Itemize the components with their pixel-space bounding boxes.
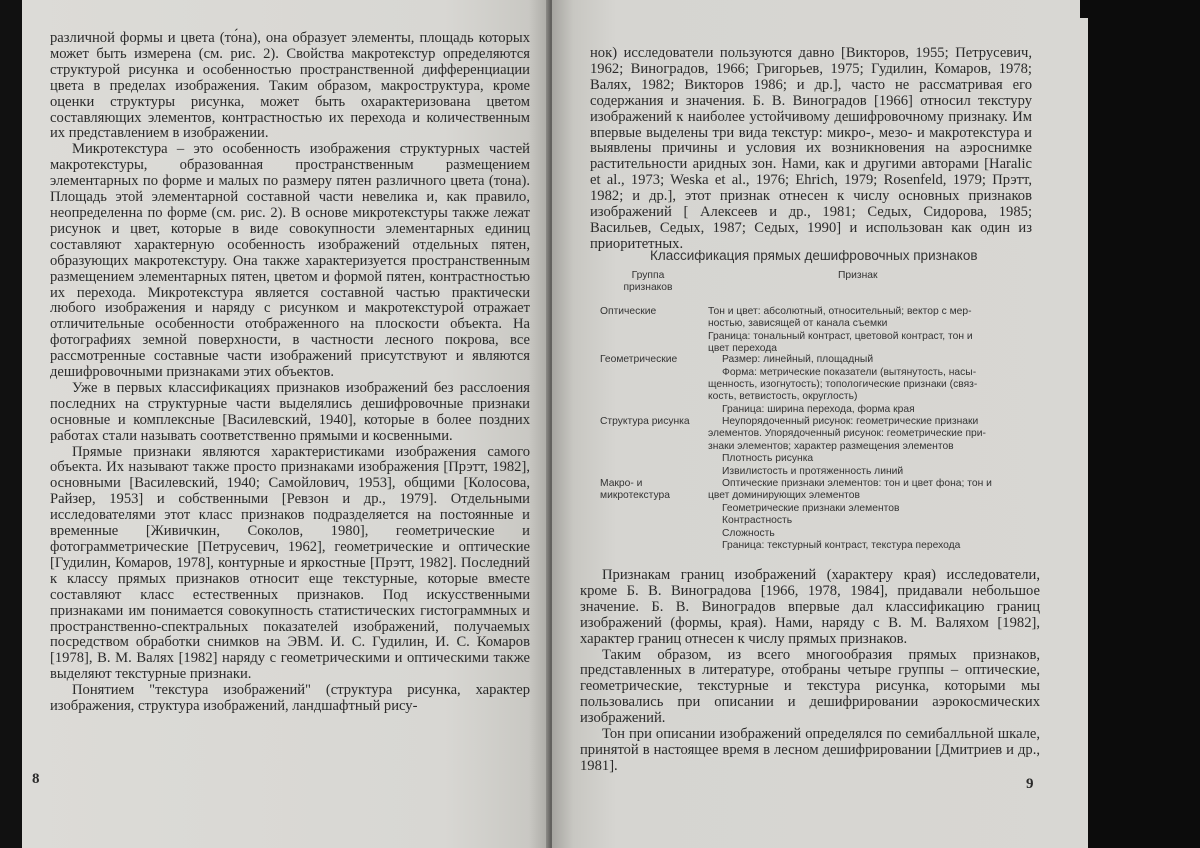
feature-line: Тон и цвет: абсолютный, относительный; вектор с мер- [708, 306, 972, 317]
group-name: Геометрические [600, 354, 678, 365]
feature-line: цвет доминирующих элементов [708, 490, 860, 501]
group-name: Макро- и микротекстура [600, 478, 670, 502]
classification-table [600, 270, 1060, 560]
paragraph: Понятием "текстура изображений" (структура рисунка, характер изображения, структура изображений, ландшафтный рису- [50, 682, 530, 715]
table-header-group: Группа признаков [623, 270, 673, 294]
group-name: Оптические [600, 306, 657, 317]
feature-line: Геометрические признаки элементов [722, 503, 900, 514]
page-number: 9 [1026, 776, 1034, 792]
scan-border-left [0, 0, 22, 848]
paragraph: Признакам границ изображений (характеру края) исследователи, кроме Б. В. Виноградова [1966, 1978, 1984], придавали небольшое значение. Б. В. Виноградов впервые дал классификацию границ изображений (формы, края). Нами, наряду с В. М. Валяхом [1982], характер границ отнесен к числу прямых признаков. [580, 567, 1040, 647]
feature-line: Оптические признаки элементов: тон и цвет фона; тон и [722, 478, 992, 489]
paragraph: Прямые признаки являются характеристиками изображения самого объекта. Их называют также просто признаками изображения [Прэтт, 1982], основными [Василевский, 1940; Самойлович, 1953], общими [Колосова, Райзер, 1953] и собственными [Ревзон и др., 1979]. Отдельными исследователями этот класс признаков подразделяется на постоянные и временные [Живичкин, Соколов, 1980], геометрические и фотограмметрические [Петрусевич, 1962], геометрические и оптические [Гудилин, Комаров, 1978], контурные и яркостные [Прэтт, 1982]. Последний к классу прямых признаков относит еще текстурные, которые вместе составляют класс естественных признаков. Под искусственными признаками им понимается совокупность статистических гистограммных и пространственно-спектральных показателей изображений, получаемых посредством обработки снимков на ЭВМ. И. С. Гудилин, И. С. Комаров [1978], В. М. Валях [1982] наряду с геометрическими и оптическими также выделяют текстурные признаки. [50, 443, 530, 683]
right-page-text [580, 568, 1040, 775]
feature-line: Извилистость и протяженность линий [722, 466, 904, 477]
feature-line: элементов. Упорядоченный рисунок: геометрические при- [708, 428, 986, 439]
scan-border-right [1088, 0, 1200, 848]
paragraph: нок) исследователи пользуются давно [Викторов, 1955; Петрусевич, 1962; Виноградов, 1966; Григорьев, 1975; Гудилин, Комаров, 1978; Валях, 1982; Викторов 1986; и др.], часто не рассматривая его содержания и значения. Б. В. Виноградов [1966] относил текстуру изображений к наиболее устойчивому дешифровочному признаку. Им впервые выделены три вида текстур: микро-, мезо- и макротекстура и выявлены причины и условия их возникновения на аэроснимке растительности аридных зон. Нами, как и другими авторами [Haralic et al., 1973; Weska et al., 1976; Ehrich, 1979; Rosenfeld, 1979; Прэтт, 1982; и др.], этот признак отнесен к числу основных признаков изображений [ Алексеев и др., 1981; Седых, Сидорова, 1985; Васильев, Седых, 1987; Седых, 1990] и использован как один из приоритетных. [590, 45, 1032, 252]
feature-line: Сложность [722, 528, 775, 539]
feature-line: Контрастность [722, 515, 793, 526]
group-name: Структура рисунка [600, 416, 690, 427]
paragraph: Уже в первых классификациях признаков изображений без расслоения последних на структурные части выделялись дешифровочные признаки основные и комплексные [Василевский, 1940], которые в более поздних работах стали называть соответственно прямыми и косвенными. [50, 379, 530, 444]
paragraph: Тон при описании изображений определялся по семибалльной шкале, принятой в настоящее время в лесном дешифрировании [Дмитриев и др., 1981]. [580, 726, 1040, 774]
paragraph: Микротекстура – это особенность изображения структурных частей макротекстуры, образованная пространственным размещением элементарных по форме и малых по размеру пятен различного цвета (тона). Площадь этой элементарной составной части невелика и, как правило, неопределенна по форме (см. рис. 2). В основе микротекстуры также лежат рисунок и цвет, которые в виде совокупности элементарных единиц составляют характерную особенность изображений отдельных пятен, образующих макротекстуру. Она также характеризуется пространственным размещением элементарных пятен, цветом и формой пятен, контрастностью их перехода. Микротекстура является составной частью практически любого изображения и наряду с рисунком и макротекстурой отражает отличительные особенности отображенного на плоскости объекта. На фотографиях земной поверхности, в частности лесного покрова, все рассмотренные составные части изображений присутствуют и являются дешифровочными признаками этих объектов. [50, 141, 530, 381]
paragraph: различной формы и цвета (то́на), она образует элементы, площадь которых может быть измерена (см. рис. 2). Свойства макротекстур определяются структурой рисунка и особенностью пространственной дифференциации цвета в пределах изображения. Таким образом, макроструктура, кроме оценки структуры рисунка, может быть охарактеризована цветом составляющих элементов, контрастностью их перехода и количественным их представлением в изображении. [50, 30, 530, 142]
scan-border-corner [1080, 0, 1200, 18]
feature-line: Неупорядоченный рисунок: геометрические признаки [722, 416, 979, 427]
table-title: Классификация прямых дешифровочных признаков [650, 248, 978, 263]
paragraph: Таким образом, из всего многообразия прямых признаков, представленных в литературе, отобраны четыре группы – оптические, геометрические, текстурные и текстура рисунка, которыми мы пользовались при описании и дешифрировании аэрокосмических изображений. [580, 646, 1040, 727]
feature-line: Плотность рисунка [722, 453, 814, 464]
feature-line: Граница: ширина перехода, форма края [722, 404, 915, 415]
feature-line: цвет перехода [708, 343, 778, 354]
feature-line: Размер: линейный, площадный [722, 354, 874, 365]
page-number: 8 [32, 771, 40, 787]
page-left [22, 0, 550, 848]
table-header-feature: Признак [838, 270, 878, 281]
left-page-text [50, 31, 530, 715]
feature-line: знаки элементов; характер размещения элементов [708, 441, 954, 452]
feature-line: Граница: тональный контраст, цветовой контраст, тон и [708, 331, 973, 342]
feature-line: Форма: метрические показатели (вытянутость, насы- [722, 367, 977, 378]
feature-line: кость, ветвистость, округлость) [708, 391, 858, 402]
feature-line: ностью, зависящей от канала съемки [708, 318, 888, 329]
feature-line: Граница: текстурный контраст, текстура перехода [722, 540, 961, 551]
page-right [552, 0, 1088, 848]
right-page-intro [590, 46, 1032, 253]
feature-line: щенность, изогнутость); топологические признаки (связ- [708, 379, 978, 390]
